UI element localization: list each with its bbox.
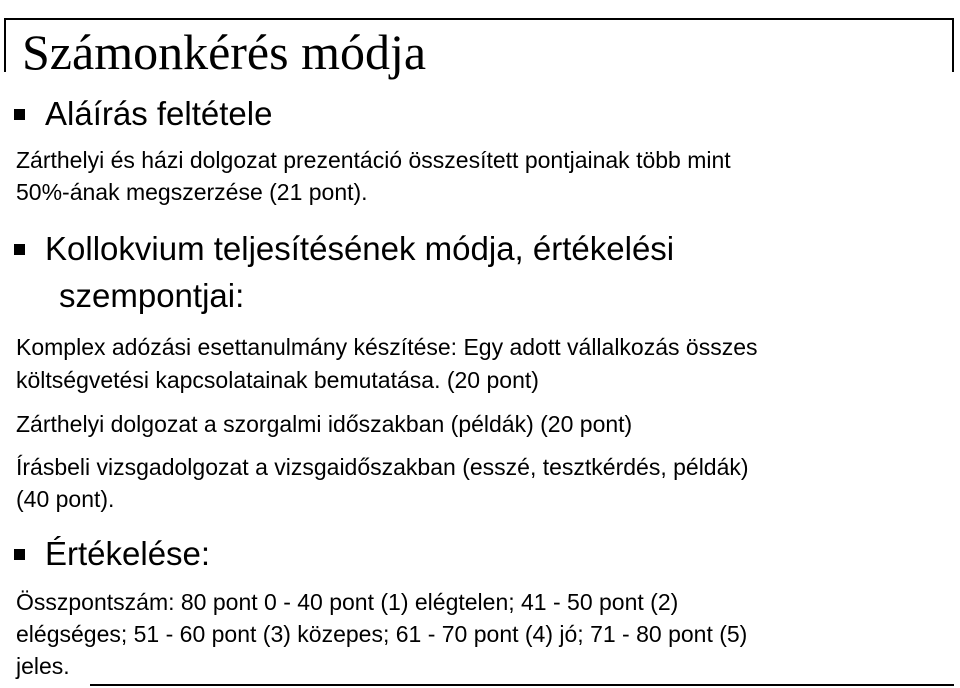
section-heading-continued: szempontjai: [59, 277, 245, 314]
square-bullet-icon [14, 549, 25, 560]
bullet-értékelése [14, 530, 210, 578]
bullet-aláírás [14, 90, 272, 138]
section-heading: Kollokvium teljesítésének módja, értékelési [45, 230, 675, 267]
slide-frame-top [4, 18, 954, 20]
body-line: Zárthelyi és házi dolgozat prezentáció összesített pontjainak több mint [16, 147, 731, 173]
slide-frame-bottom [90, 684, 954, 686]
section-heading: Értékelése: [45, 535, 211, 572]
slide-title: Számonkérés módja [22, 24, 427, 80]
bullet-kollokvium [14, 225, 674, 273]
slide-frame-right [952, 18, 954, 72]
body-line: (40 pont). [16, 486, 115, 512]
slide-frame-left [4, 20, 6, 72]
body-line: jeles. [16, 653, 70, 679]
body-line: Zárthelyi dolgozat a szorgalmi időszakban (példák) (20 pont) [16, 411, 633, 437]
square-bullet-icon [14, 109, 25, 120]
square-bullet-icon [14, 244, 25, 255]
body-line: Komplex adózási esettanulmány készítése: Egy adott vállalkozás összes [16, 334, 758, 360]
body-line: Írásbeli vizsgadolgozat a vizsgaidőszakban (esszé, tesztkérdés, példák) [16, 454, 749, 480]
body-line: költségvetési kapcsolatainak bemutatása. (20 pont) [16, 367, 539, 393]
body-line: Összpontszám: 80 pont 0 - 40 pont (1) elégtelen; 41 - 50 pont (2) [16, 589, 679, 615]
section-heading: Aláírás feltétele [45, 95, 273, 132]
body-line: 50%-ának megszerzése (21 pont). [16, 179, 368, 205]
body-line: elégséges; 51 - 60 pont (3) közepes; 61 - 70 pont (4) jó; 71 - 80 pont (5) [16, 621, 748, 647]
